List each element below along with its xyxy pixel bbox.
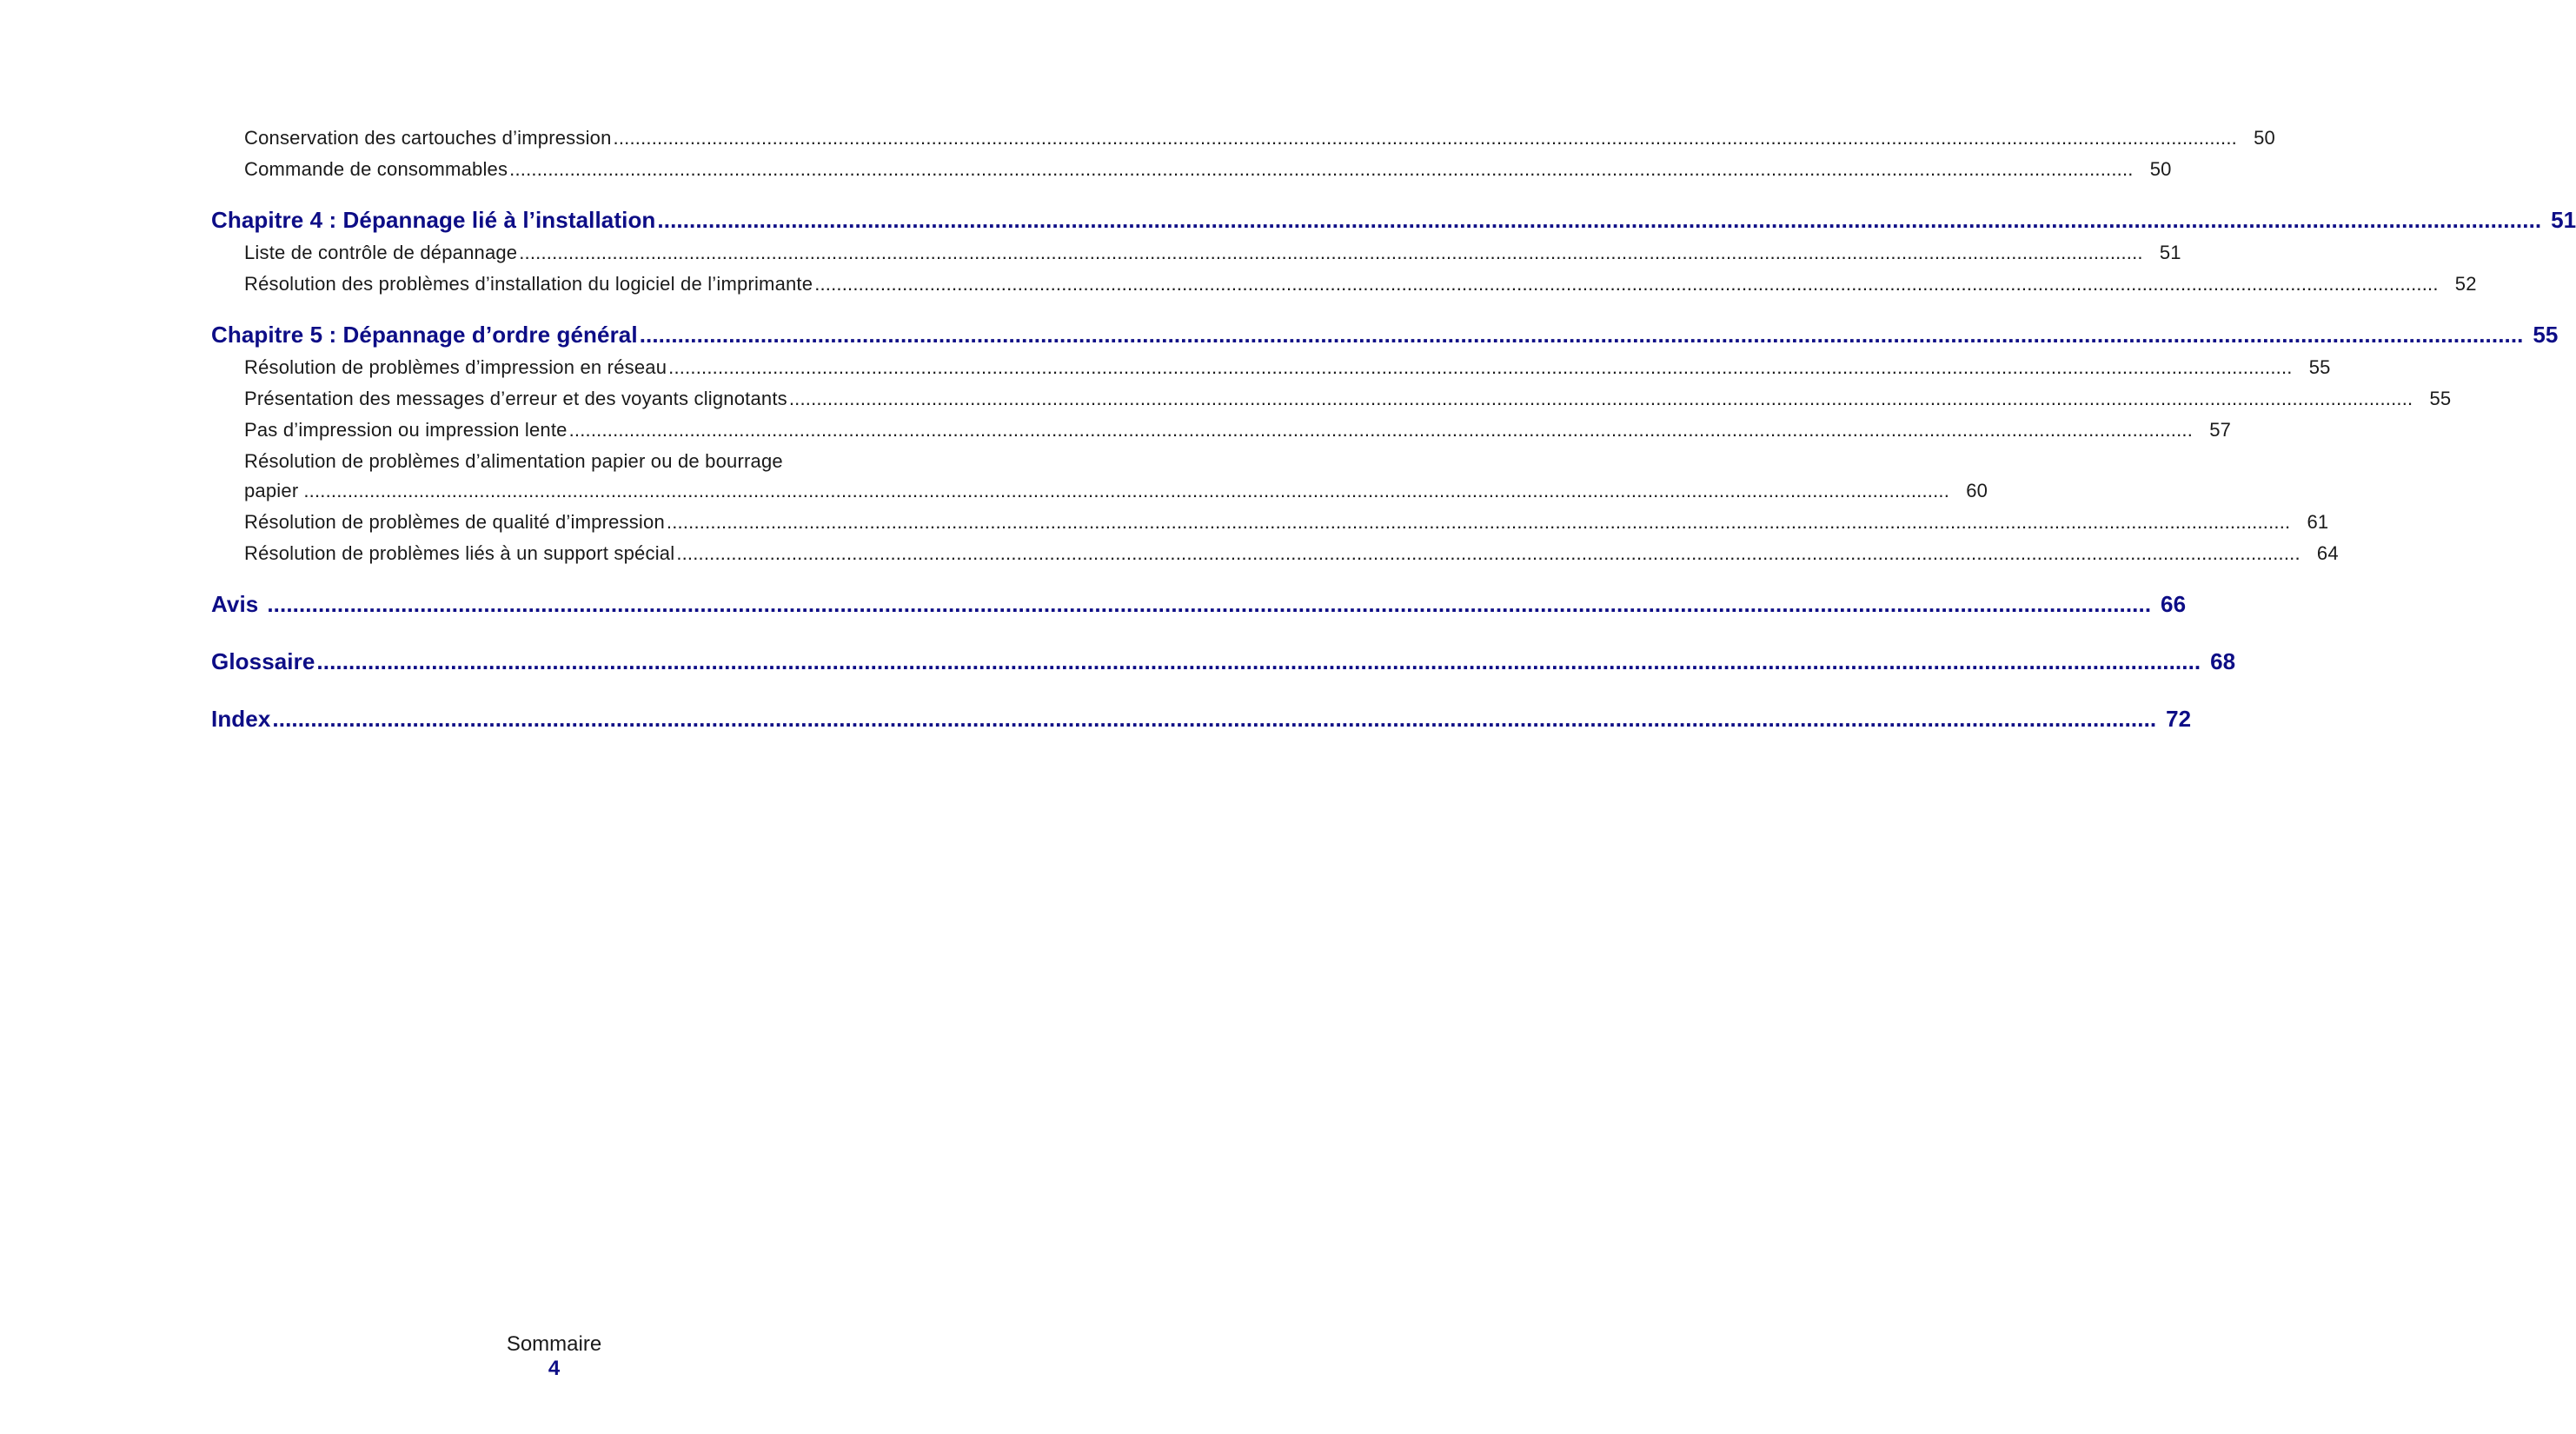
toc-entry-qualite-impression[interactable] [244, 507, 2329, 538]
toc-entry-page: 51 [2159, 242, 2181, 263]
toc-entry-page: 64 [2316, 542, 2339, 564]
toc-entry-title: Résolution de problèmes liés à un support spécial [244, 542, 675, 564]
leader-dots: ............................................................................................................................................................................................................................................................................................................ [303, 480, 1950, 501]
toc-chapter-title: Glossaire [211, 648, 315, 674]
toc-entry-page: 60 [1966, 480, 1988, 501]
toc-entry-title: Résolution de problèmes de qualité d’impression [244, 511, 665, 533]
leader-dots [789, 388, 2413, 410]
toc-chapter-title: Avis [211, 591, 259, 617]
toc-entry-commande-consommables[interactable] [244, 154, 2172, 185]
toc-entry-title: Conservation des cartouches d’impression [244, 127, 612, 149]
leader-dots [657, 206, 2541, 234]
toc-entry-conservation-cartouches[interactable] [244, 123, 2275, 154]
toc-chapter-title: Chapitre 4 : Dépannage lié à l’installation [211, 207, 656, 233]
toc-entry-page: 52 [2454, 273, 2477, 295]
toc-entry-title: Commande de consommables [244, 158, 508, 180]
toc-entry-title-line2: papier [244, 480, 299, 501]
toc-chapter-5[interactable] [211, 321, 2559, 349]
toc-entry-installation-logiciel[interactable] [244, 269, 2477, 300]
toc-avis[interactable] [211, 590, 2187, 618]
toc-glossaire[interactable] [211, 647, 2236, 675]
toc-chapter-page: 66 [2161, 591, 2187, 617]
toc-chapter-page: 68 [2210, 648, 2236, 674]
table-of-contents [211, 123, 2576, 733]
toc-entry-pas-impression[interactable] [244, 415, 2232, 446]
leader-dots [569, 419, 2193, 441]
leader-dots [267, 590, 2151, 618]
toc-chapter-title: Chapitre 5 : Dépannage d’ordre général [211, 322, 638, 348]
leader-dots [676, 542, 2300, 565]
toc-index[interactable] [211, 705, 2192, 733]
toc-entry-page: 57 [2209, 419, 2232, 441]
toc-chapter-page: 55 [2533, 322, 2559, 348]
toc-entry-page: 50 [2149, 158, 2172, 180]
toc-entry-page: 55 [2429, 388, 2452, 409]
toc-entry-title: Résolution des problèmes d’installation du logiciel de l’imprimante [244, 273, 813, 295]
leader-dots [509, 158, 2133, 181]
toc-entry-title: Présentation des messages d’erreur et des voyants clignotants [244, 388, 787, 409]
footer-page-number: 4 [548, 1357, 561, 1380]
leader-dots [272, 705, 2156, 733]
leader-dots [814, 273, 2438, 295]
toc-entry-title-line1: Résolution de problèmes d’alimentation papier ou de bourrage [244, 450, 783, 472]
toc-entry-liste-controle[interactable] [244, 237, 2181, 269]
toc-entry-support-special[interactable] [244, 538, 2339, 569]
toc-entry-messages-erreur[interactable] [244, 383, 2452, 415]
toc-entry-title: Résolution de problèmes d’impression en réseau [244, 356, 667, 378]
leader-dots [667, 511, 2290, 534]
leader-dots [316, 647, 2201, 675]
toc-entry-page: 50 [2254, 127, 2275, 149]
toc-entry-title: Pas d’impression ou impression lente [244, 419, 568, 441]
leader-dots [668, 356, 2292, 379]
toc-chapter-page: 72 [2166, 706, 2192, 732]
footer-section-label: Sommaire [506, 1332, 602, 1356]
toc-chapter-title: Index [211, 706, 271, 732]
leader-dots [640, 321, 2524, 349]
toc-chapter-4[interactable] [211, 206, 2576, 234]
toc-entry-impression-reseau[interactable] [244, 352, 2331, 383]
leader-dots [614, 127, 2237, 149]
leader-dots [519, 242, 2142, 264]
toc-entry-page: 61 [2307, 511, 2329, 533]
toc-chapter-page: 51 [2551, 207, 2576, 233]
toc-entry-title: Liste de contrôle de dépannage [244, 242, 518, 263]
toc-entry-page: 55 [2308, 356, 2331, 378]
toc-entry-alimentation-papier[interactable] [244, 446, 1988, 507]
page-footer [0, 1332, 1108, 1381]
